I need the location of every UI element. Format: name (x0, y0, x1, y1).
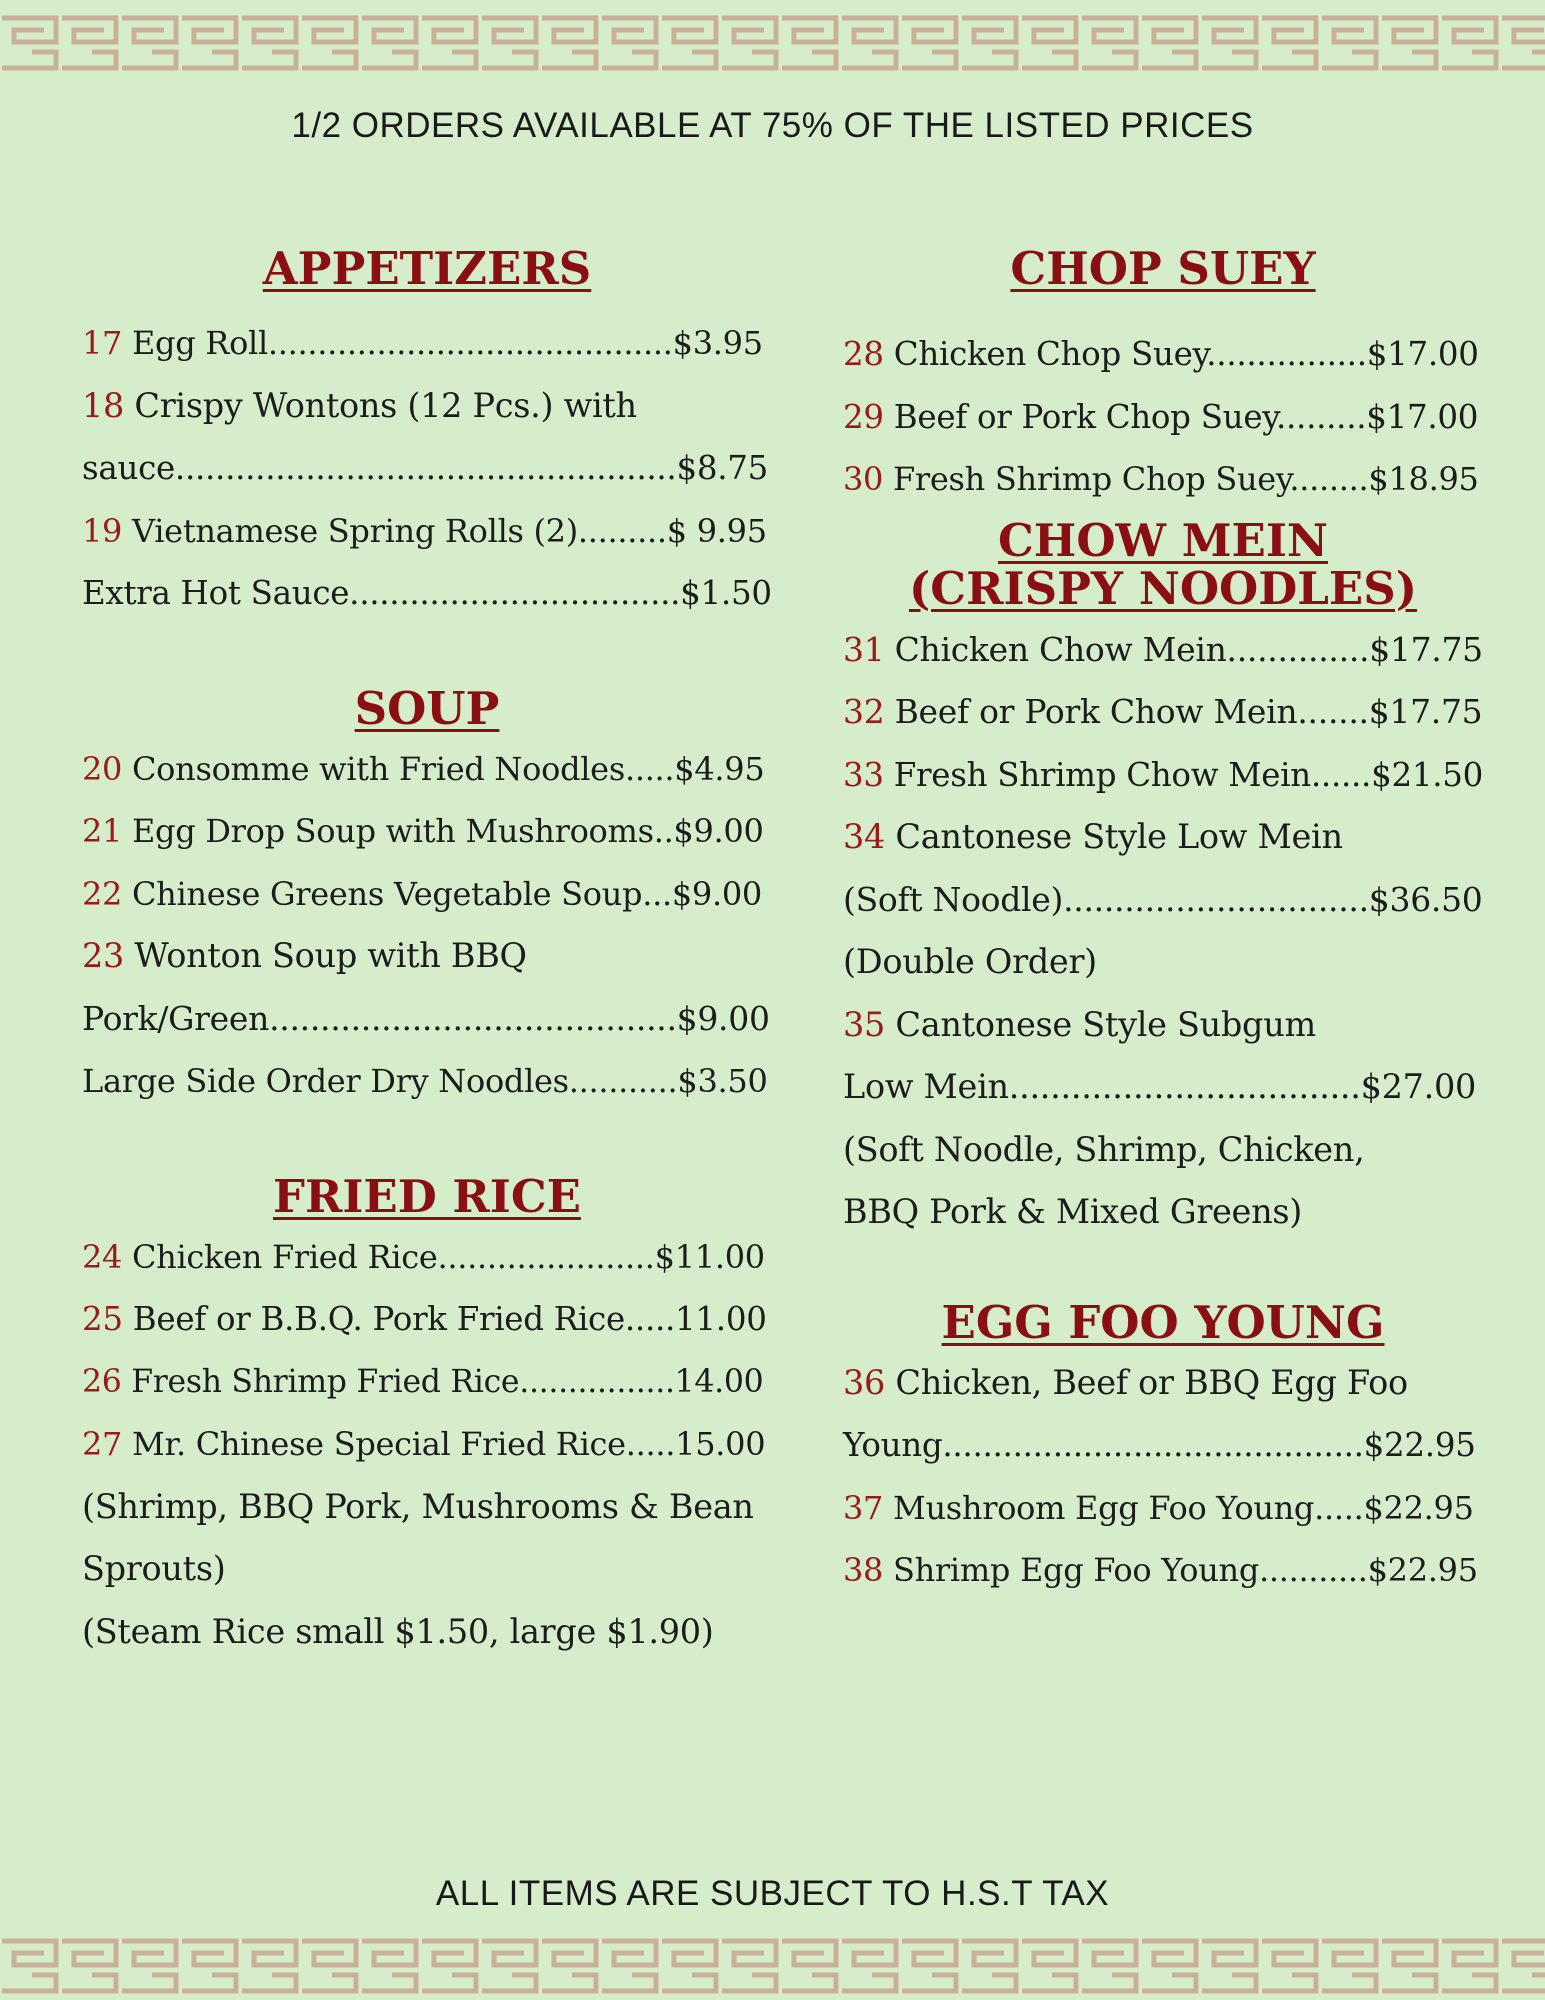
menu-line (843, 994, 1483, 1057)
item-text: Chicken Chow Mein..............$17.75 (884, 629, 1483, 669)
menu-line (843, 744, 1483, 807)
appetizers-list (82, 312, 772, 625)
item-text: Egg Drop Soup with Mushrooms..$9.00 (122, 812, 764, 850)
item-number: 38 (843, 1551, 884, 1589)
item-text: Wonton Soup with BBQ (124, 936, 527, 975)
item-number: 37 (843, 1488, 884, 1527)
item-text: Chicken, Beef or BBQ Egg Foo (885, 1362, 1408, 1402)
item-number: 27 (82, 1425, 123, 1463)
greek-key-border-bottom (0, 1935, 1545, 1997)
menu-line (82, 1050, 772, 1113)
item-number: 24 (82, 1237, 123, 1276)
soup-list (82, 738, 772, 1113)
item-number: 34 (843, 817, 886, 856)
item-text: Chicken Fried Rice......................$11.00 (122, 1237, 765, 1276)
section-title-soup: SOUP (354, 681, 500, 735)
item-text: Consomme with Fried Noodles.....$4.95 (122, 749, 765, 788)
item-text: Egg Roll.........................................$3.95 (122, 324, 763, 362)
chop-suey-list (843, 323, 1483, 511)
item-text: Shrimp Egg Foo Young...........$22.95 (883, 1551, 1478, 1589)
menu-line (82, 1476, 772, 1539)
menu-line (82, 312, 772, 375)
item-text: (Soft Noodle, Shrimp, Chicken, (843, 1129, 1365, 1169)
menu-line (82, 1601, 772, 1664)
chow-mein-subtitle: (CRISPY NOODLES) (909, 561, 1417, 615)
half-order-notice: 1/2 ORDERS AVAILABLE AT 75% OF THE LISTED PRICES (291, 106, 1254, 145)
item-text: Low Mein..................................$27.00 (843, 1067, 1477, 1106)
item-number: 18 (82, 385, 125, 425)
item-text: (Soft Noodle)..............................$36.50 (843, 879, 1483, 919)
menu-line (82, 375, 772, 438)
item-text: Fresh Shrimp Fried Rice................14.00 (121, 1363, 764, 1400)
item-text: Chicken Chop Suey................$17.00 (883, 335, 1479, 373)
menu-line (843, 1477, 1483, 1540)
menu-line (82, 1226, 772, 1289)
section-title-appetizers: APPETIZERS (262, 242, 592, 295)
item-text: (Double Order) (843, 942, 1097, 981)
item-text: BBQ Pork & Mixed Greens) (843, 1192, 1303, 1231)
menu-line (843, 806, 1483, 869)
menu-line (82, 500, 772, 563)
menu-line (843, 448, 1483, 511)
item-text: Sprouts) (82, 1549, 226, 1588)
menu-line (843, 386, 1483, 449)
tax-notice: ALL ITEMS ARE SUBJECT TO H.S.T TAX (435, 1874, 1110, 1913)
fried-rice-list (82, 1226, 772, 1664)
section-title-egg-foo-young: EGG FOO YOUNG (941, 1295, 1385, 1349)
section-title-chow-mein (843, 513, 1483, 615)
menu-line (82, 863, 772, 926)
item-number: 19 (82, 511, 123, 550)
menu-line (82, 437, 772, 500)
item-text: Pork/Green........................................$9.00 (82, 998, 770, 1038)
item-number: 32 (843, 692, 885, 731)
chow-mein-title: CHOW MEIN (997, 513, 1329, 567)
menu-line (82, 1351, 772, 1414)
menu-line (843, 619, 1483, 682)
greek-key-border-top (0, 12, 1545, 74)
item-number: 30 (843, 460, 884, 498)
item-number: 25 (82, 1300, 123, 1338)
item-text: Chinese Greens Vegetable Soup...$9.00 (122, 874, 762, 913)
menu-line (843, 931, 1483, 994)
item-number: 20 (82, 749, 123, 788)
item-text: sauce..................................................$8.75 (82, 449, 769, 487)
item-text: Young..........................................$22.95 (843, 1426, 1476, 1464)
section-title-fried-rice: FRIED RICE (273, 1169, 581, 1223)
item-number: 26 (82, 1363, 122, 1400)
menu-line (843, 1119, 1483, 1182)
item-text: (Steam Rice small $1.50, large $1.90) (82, 1611, 714, 1651)
item-text: Beef or Pork Chop Suey.........$17.00 (883, 397, 1479, 436)
item-text: Cantonese Style Subgum (885, 1004, 1316, 1044)
item-text: Beef or B.B.Q. Pork Fried Rice.....11.00 (122, 1300, 767, 1338)
item-number: 35 (843, 1004, 886, 1044)
item-number: 17 (82, 324, 123, 362)
item-number: 21 (82, 812, 123, 850)
menu-line (82, 562, 772, 625)
item-number: 23 (82, 936, 125, 975)
menu-line (843, 323, 1483, 386)
menu-line (82, 1288, 772, 1351)
menu-line (82, 738, 772, 801)
item-text: Large Side Order Dry Noodles...........$3.50 (82, 1062, 768, 1100)
item-text: Mr. Chinese Special Fried Rice.....15.00 (122, 1425, 766, 1463)
menu-right-column (843, 240, 1483, 1602)
item-number: 29 (843, 397, 884, 436)
item-number: 22 (82, 874, 123, 913)
menu-line (843, 1539, 1483, 1602)
item-text: Cantonese Style Low Mein (885, 817, 1343, 856)
section-title-chop-suey: CHOP SUEY (1010, 242, 1316, 295)
menu-left-column (82, 240, 772, 1663)
item-text: Beef or Pork Chow Mein.......$17.75 (884, 692, 1483, 731)
egg-foo-young-list (843, 1352, 1483, 1602)
item-text: Mushroom Egg Foo Young.....$22.95 (883, 1488, 1474, 1527)
menu-line (82, 988, 772, 1051)
item-number: 33 (843, 755, 884, 794)
menu-line (843, 1352, 1483, 1415)
item-number: 31 (843, 629, 885, 669)
menu-line (82, 800, 772, 863)
menu-line (82, 1413, 772, 1476)
item-text: Vietnamese Spring Rolls (2).........$ 9.95 (122, 511, 767, 550)
menu-line (82, 925, 772, 988)
chow-mein-list (843, 619, 1483, 1244)
menu-line (843, 681, 1483, 744)
item-text: Fresh Shrimp Chop Suey........$18.95 (883, 460, 1479, 498)
menu-line (843, 1414, 1483, 1477)
item-text: (Shrimp, BBQ Pork, Mushrooms & Bean (82, 1486, 754, 1526)
menu-line (843, 869, 1483, 932)
item-text: Extra Hot Sauce.................................$1.50 (82, 574, 772, 612)
item-text: Fresh Shrimp Chow Mein......$21.50 (883, 755, 1483, 794)
item-text: Crispy Wontons (12 Pcs.) with (124, 385, 637, 425)
menu-line (843, 1181, 1483, 1244)
item-number: 36 (843, 1362, 886, 1402)
item-number: 28 (843, 335, 884, 373)
menu-line (82, 1538, 772, 1601)
menu-line (843, 1056, 1483, 1119)
